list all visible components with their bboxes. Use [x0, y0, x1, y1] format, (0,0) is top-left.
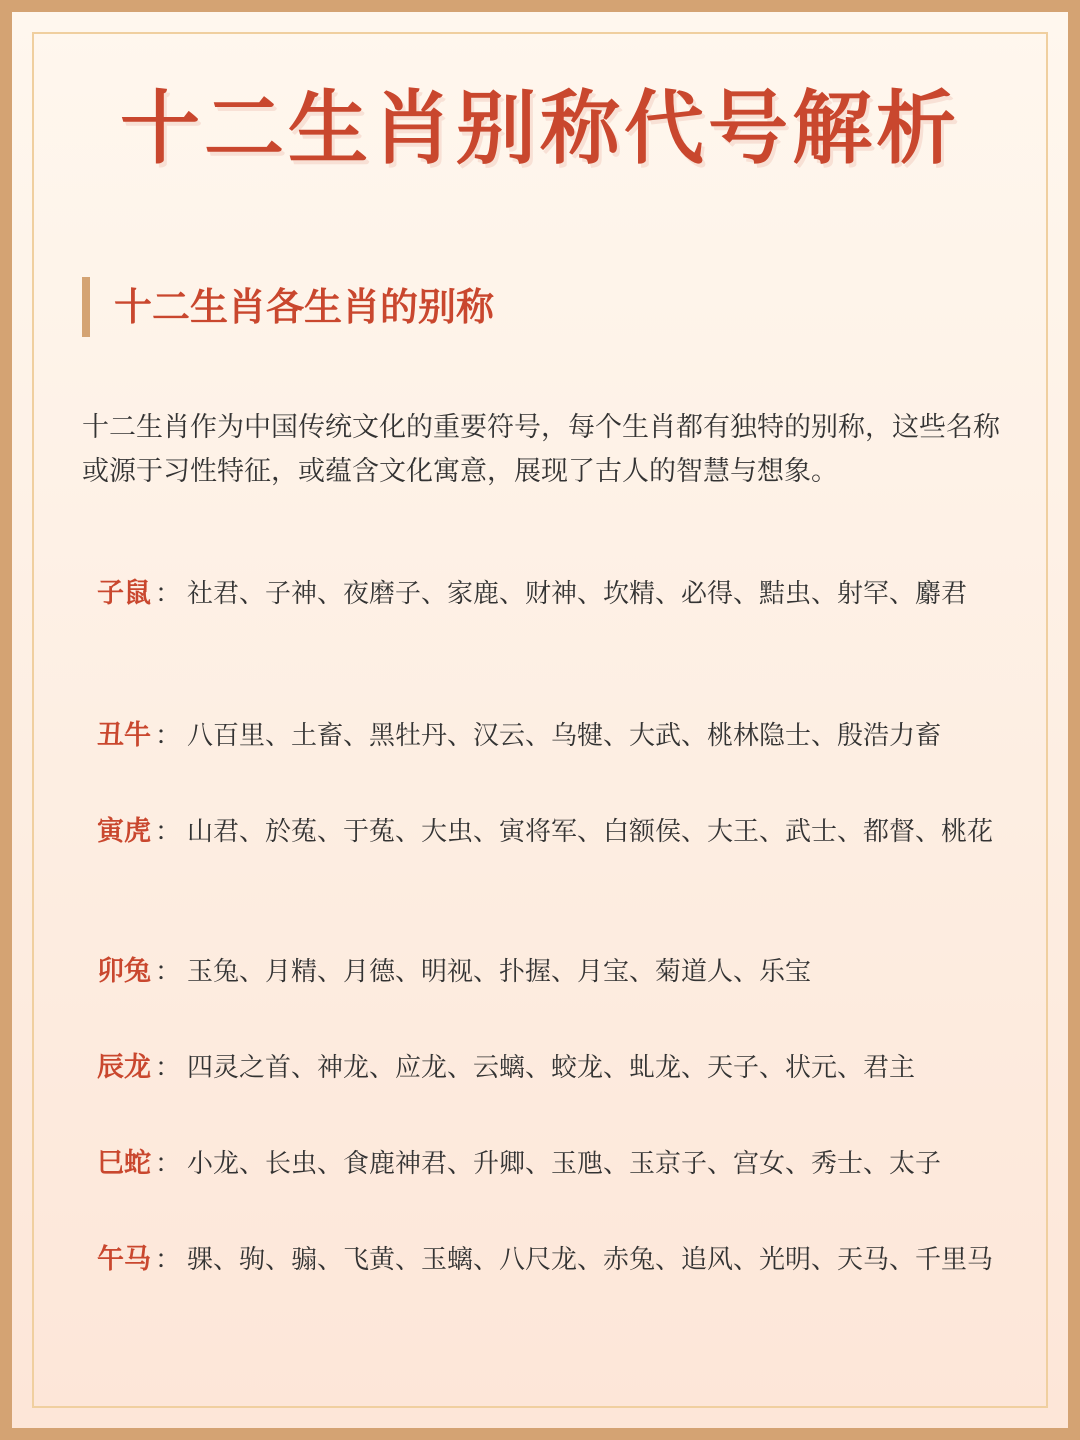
page-title: 十二生肖别称代号解析: [120, 82, 960, 175]
zodiac-entry-rabbit: [97, 950, 811, 994]
zodiac-aliases: 玉兔、月精、月德、明视、扑握、月宝、菊道人、乐宝: [187, 957, 812, 987]
zodiac-aliases: 骒、驹、骟、飞黄、玉螭、八尺龙、赤兔、追风、光明、天马、千里马: [187, 1245, 994, 1275]
zodiac-aliases: 四灵之首、神龙、应龙、云螭、蛟龙、虬龙、天子、状元、君主: [187, 1053, 916, 1083]
zodiac-entry-snake: [97, 1142, 941, 1186]
zodiac-entry-dragon: [97, 1046, 915, 1090]
zodiac-aliases: 社君、子神、夜磨子、家鹿、财神、坎精、必得、黠虫、射罕、麝君: [187, 579, 968, 609]
zodiac-entry-tiger: [97, 810, 993, 854]
zodiac-entry-rat: [97, 572, 967, 616]
section-accent-bar: [82, 277, 90, 337]
section-heading: [82, 277, 494, 337]
zodiac-aliases: 小龙、长虫、食鹿神君、升卿、玉虺、玉京子、宫女、秀士、太子: [187, 1149, 942, 1179]
poster-page: [12, 12, 1068, 1428]
intro-paragraph: 十二生肖作为中国传统文化的重要符号，每个生肖都有独特的别称，这些名称或源于习性特征，或蕴含文化寓意，展现了古人的智慧与想象。: [82, 412, 1000, 487]
zodiac-separator: ：: [155, 1149, 182, 1179]
section-title: 十二生肖各生肖的别称: [114, 285, 495, 329]
zodiac-name: 午马: [97, 1244, 151, 1275]
zodiac-name: 卯兔: [97, 956, 151, 987]
zodiac-aliases: 八百里、土畜、黑牡丹、汉云、乌犍、大武、桃林隐士、殷浩力畜: [187, 721, 942, 751]
zodiac-separator: ：: [155, 1245, 182, 1275]
zodiac-name: 寅虎: [97, 816, 151, 847]
zodiac-separator: ：: [155, 957, 182, 987]
zodiac-entry-ox: [97, 714, 941, 758]
zodiac-separator: ：: [155, 721, 182, 751]
zodiac-separator: ：: [155, 579, 182, 609]
zodiac-entry-horse: [97, 1238, 993, 1282]
zodiac-name: 巳蛇: [97, 1148, 151, 1179]
zodiac-aliases: 山君、於菟、于菟、大虫、寅将军、白额侯、大王、武士、都督、桃花: [187, 817, 994, 847]
zodiac-name: 辰龙: [97, 1052, 151, 1083]
zodiac-name: 子鼠: [97, 578, 151, 609]
zodiac-separator: ：: [155, 817, 182, 847]
zodiac-name: 丑牛: [97, 720, 151, 751]
zodiac-separator: ：: [155, 1053, 182, 1083]
